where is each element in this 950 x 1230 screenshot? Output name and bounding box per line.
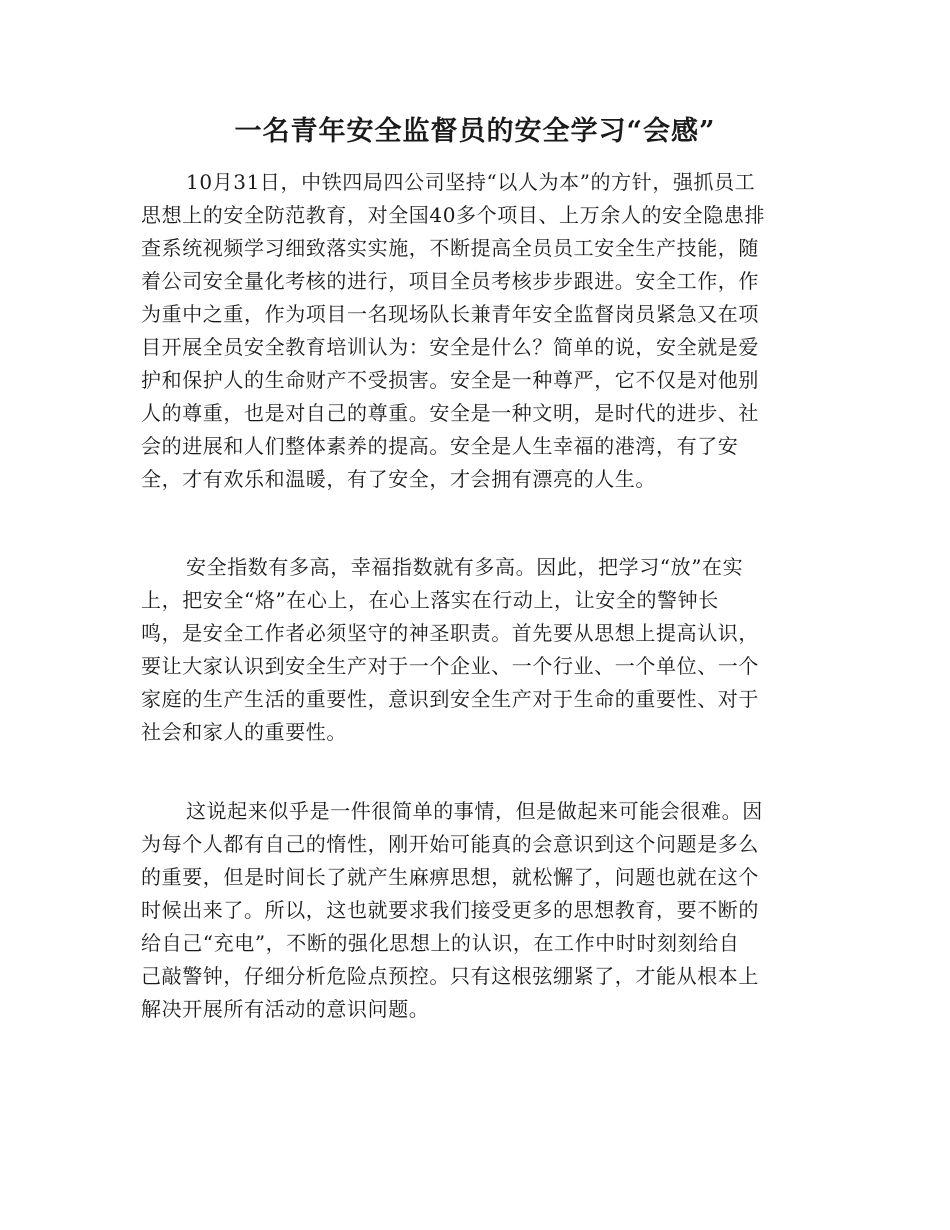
paragraph-line: 查系统视频学习细致落实实施，不断提高全员员工安全生产技能，随 <box>141 236 759 260</box>
paragraph-line: 安全指数有多高，幸福指数就有多高。因此，把学习“放”在实 <box>186 555 744 579</box>
paragraph-line: 己敲警钟，仔细分析危险点预控。只有这根弦绷紧了，才能从根本上 <box>141 964 759 988</box>
paragraph-line: 会的进展和人们整体素养的提高。安全是人生幸福的港湾，有了安 <box>141 434 739 458</box>
paragraph-line: 要让大家认识到安全生产对于一个企业、一个行业、一个单位、一个 <box>141 654 759 678</box>
paragraph-line: 人的尊重，也是对自己的尊重。安全是一种文明，是时代的进步、社 <box>141 401 759 425</box>
paragraph-line: 为每个人都有自己的惰性，刚开始可能真的会意识到这个问题是多么 <box>141 832 759 856</box>
paragraph-line: 时候出来了。所以，这也就要求我们接受更多的思想教育，要不断的 <box>141 898 759 922</box>
paragraph-line: 思想上的安全防范教育，对全国40多个项目、上万余人的安全隐患排 <box>141 203 766 227</box>
paragraph-line: 社会和家人的重要性。 <box>141 720 347 744</box>
paragraph-line: 目开展全员安全教育培训认为：安全是什么？简单的说，安全就是爱 <box>141 335 759 359</box>
paragraph-line: 着公司安全量化考核的进行，项目全员考核步步跟进。安全工作，作 <box>141 269 759 293</box>
paragraph-line: 护和保护人的生命财产不受损害。安全是一种尊严，它不仅是对他别 <box>141 368 759 392</box>
paragraph-line: 上，把安全“烙”在心上，在心上落实在行动上，让安全的警钟长 <box>141 588 719 612</box>
paragraph-line: 解决开展所有活动的意识问题。 <box>141 997 430 1021</box>
paragraph-line: 为重中之重，作为项目一名现场队长兼青年安全监督岗员紧急又在项 <box>141 302 759 326</box>
paragraph-line: 给自己“充电”，不断的强化思想上的认识，在工作中时时刻刻给自 <box>141 931 740 955</box>
paragraph-line: 这说起来似乎是一件很简单的事情，但是做起来可能会很难。因 <box>186 799 763 823</box>
paragraph-line: 的重要，但是时间长了就产生麻痹思想，就松懈了，问题也就在这个 <box>141 865 759 889</box>
paragraph-line: 鸣，是安全工作者必须坚守的神圣职责。首先要从思想上提高认识， <box>141 621 759 645</box>
document-title: 一名青年安全监督员的安全学习“会感” <box>234 116 716 147</box>
paragraph-line: 全，才有欢乐和温暖，有了安全，才会拥有漂亮的人生。 <box>141 467 656 491</box>
paragraph-line: 10月31日，中铁四局四公司坚持“以人为本”的方针，强抓员工 <box>186 170 756 194</box>
paragraph-line: 家庭的生产生活的重要性，意识到安全生产对于生命的重要性、对于 <box>141 687 759 711</box>
